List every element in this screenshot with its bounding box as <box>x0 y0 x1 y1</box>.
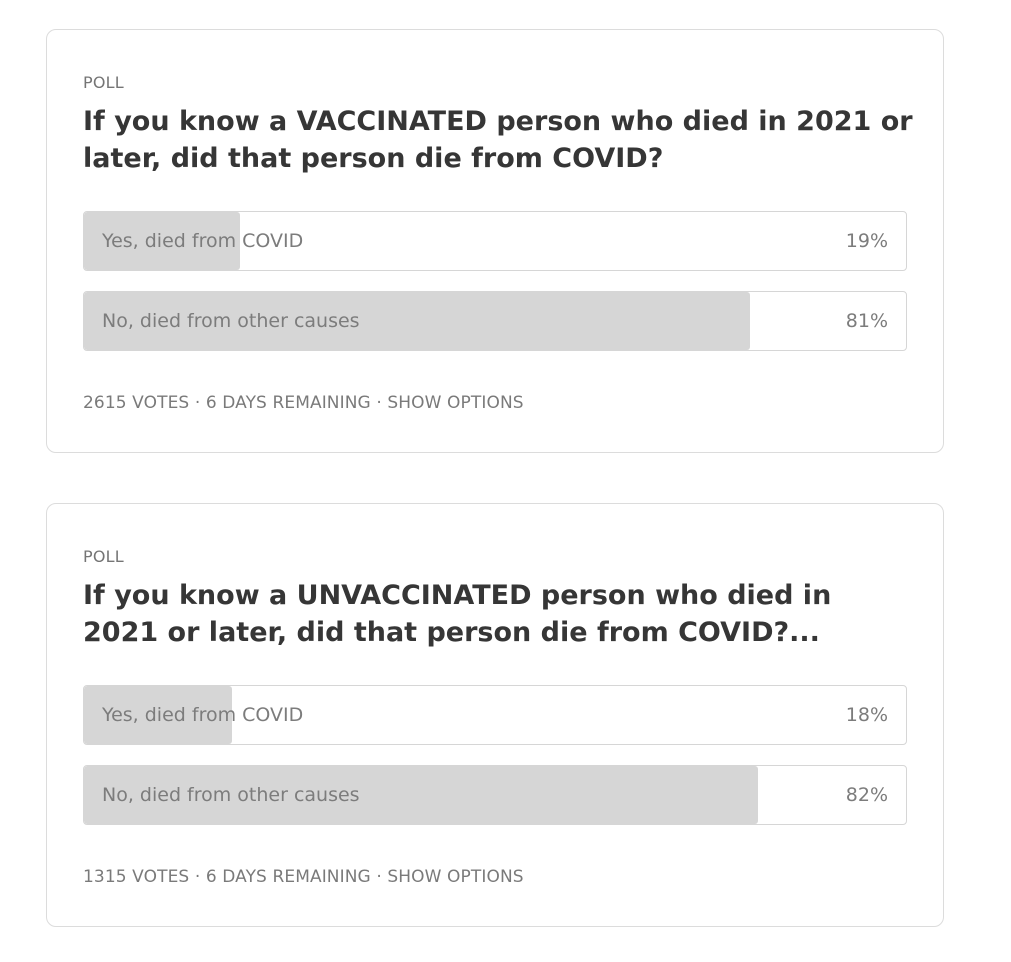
footer-separator: · <box>376 867 382 887</box>
option-label: Yes, died from COVID <box>102 230 304 252</box>
poll-footer <box>83 393 524 413</box>
footer-separator: · <box>194 867 201 887</box>
show-options-link[interactable]: SHOW OPTIONS <box>387 867 524 887</box>
poll-question: If you know a UNVACCINATED person who died in 2021 or later, did that person die from COVID?... <box>83 580 832 648</box>
poll-label: POLL <box>83 73 124 92</box>
option-percent: 18% <box>845 704 888 726</box>
vote-count: 1315 VOTES <box>83 867 190 887</box>
option-percent: 82% <box>845 784 888 806</box>
footer-separator: · <box>376 393 382 413</box>
poll-footer <box>83 867 524 887</box>
option-percent: 19% <box>845 230 888 252</box>
option-label: No, died from other causes <box>102 784 360 806</box>
footer-separator: · <box>194 393 201 413</box>
poll-option-no[interactable] <box>83 765 907 825</box>
vote-count: 2615 VOTES <box>83 393 190 413</box>
poll-option-no[interactable] <box>83 291 907 351</box>
poll-card <box>46 29 944 453</box>
poll-label: POLL <box>83 547 124 566</box>
poll-option-yes[interactable] <box>83 211 907 271</box>
days-remaining: 6 DAYS REMAINING <box>205 867 371 887</box>
poll-question: If you know a VACCINATED person who died in 2021 or later, did that person die from COVID? <box>83 106 913 174</box>
option-label: Yes, died from COVID <box>102 704 304 726</box>
show-options-link[interactable]: SHOW OPTIONS <box>387 393 524 413</box>
option-label: No, died from other causes <box>102 310 360 332</box>
poll-card <box>46 503 944 927</box>
option-percent: 81% <box>845 310 888 332</box>
days-remaining: 6 DAYS REMAINING <box>205 393 371 413</box>
poll-option-yes[interactable] <box>83 685 907 745</box>
